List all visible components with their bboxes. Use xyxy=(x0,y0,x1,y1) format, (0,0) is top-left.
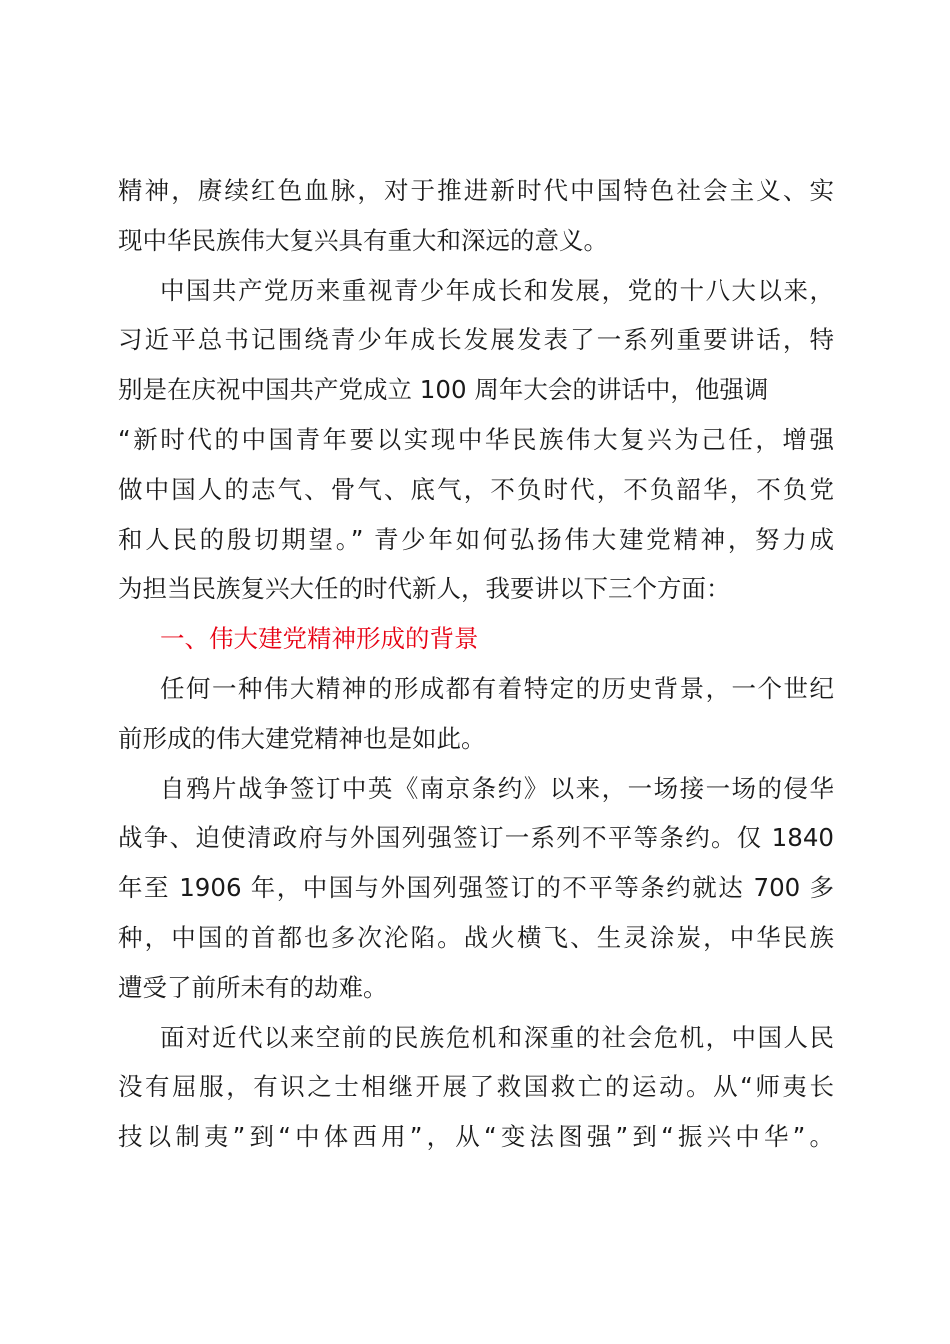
text-line: 战争、迫使清政府与外国列强签订一系列不平等条约。仅 1840 xyxy=(118,823,834,853)
document-body xyxy=(118,166,834,1162)
text-line: 遭受了前所未有的劫难。 xyxy=(118,972,388,1002)
text-line: 技以制夷”到“中体西用”，从“变法图强”到“振兴中华”。 xyxy=(118,1122,834,1152)
text-line: 习近平总书记围绕青少年成长发展发表了一系列重要讲话，特 xyxy=(118,325,834,355)
text-line: 现中华民族伟大复兴具有重大和深远的意义。 xyxy=(118,225,608,255)
text-line: 没有屈服，有识之士相继开展了救国救亡的运动。从“师夷长 xyxy=(118,1072,834,1102)
text-line: 中国共产党历来重视青少年成长和发展，党的十八大以来， xyxy=(160,275,834,305)
text-line: “新时代的中国青年要以实现中华民族伟大复兴为己任，增强 xyxy=(118,424,834,454)
text-line: 和人民的殷切期望。” 青少年如何弘扬伟大建党精神，努力成 xyxy=(118,524,834,554)
text-line: 任何一种伟大精神的形成都有着特定的历史背景，一个世纪 xyxy=(160,673,834,703)
text-line: 为担当民族复兴大任的时代新人，我要讲以下三个方面： xyxy=(118,574,731,604)
text-line: 做中国人的志气、骨气、底气，不负时代，不负韶华，不负党 xyxy=(118,474,834,504)
text-line: 种，中国的首都也多次沦陷。战火横飞、生灵涂炭，中华民族 xyxy=(118,922,834,952)
text-line: 年至 1906 年，中国与外国列强签订的不平等条约就达 700 多 xyxy=(118,873,834,903)
text-line: 面对近代以来空前的民族危机和深重的社会危机，中国人民 xyxy=(160,1022,834,1052)
text-line: 自鸦片战争签订中英《南京条约》以来，一场接一场的侵华 xyxy=(160,773,834,803)
text-line: 精神，赓续红色血脉，对于推进新时代中国特色社会主义、实 xyxy=(118,176,834,205)
text-line: 前形成的伟大建党精神也是如此。 xyxy=(118,723,486,753)
text-line: 别是在庆祝中国共产党成立 100 周年大会的讲话中，他强调 xyxy=(118,375,769,405)
section-heading: 一、伟大建党精神形成的背景 xyxy=(160,624,479,654)
